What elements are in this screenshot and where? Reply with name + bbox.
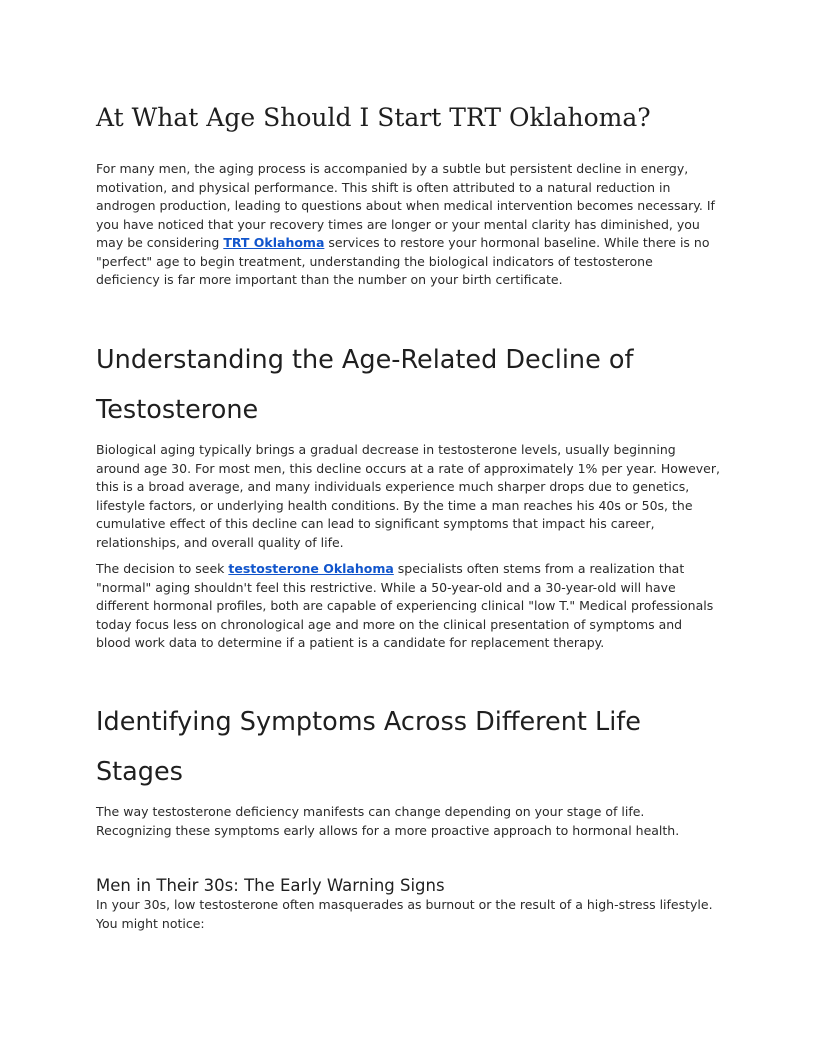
age-decline-paragraph-1: Biological aging typically brings a gradual decrease in testosterone levels, usually beginning around age 30. For most men, this decline occurs at a rate of approximately 1% per year. However, this is a broad average, and many individuals experience much sharper drops due to genetics, lifestyle factors, or underlying health conditions. By the time a man reaches his 40s or 50s, the cumulative effect of this decline can lead to significant symptoms that impact his career, relationships, and overall quality of life.: [96, 442, 720, 550]
intro-paragraph: [96, 160, 720, 290]
section-heading-symptoms: Identifying Symptoms Across Different Life Stages: [96, 707, 641, 787]
age-decline-paragraph-2: [96, 560, 720, 653]
trt-oklahoma-link[interactable]: TRT Oklahoma: [223, 235, 325, 250]
intro-text-before-link: For many men, the aging process is accompanied by a subtle but persistent decline in energy, motivation, and physical performance. This shift is often attributed to a natural reduction in androgen production, leading to questions about when medical intervention becomes necessary. If you have noticed that your recovery times are longer or your mental clarity has diminished, you may be considering: [96, 161, 715, 250]
para2-text-after-link: specialists often stems from a realization that "normal" aging shouldn't feel this restrictive. While a 50-year-old and a 30-year-old will have different hormonal profiles, both are capable of experiencing clinical "low T." Medical professionals today focus less on chronological age and more on the clinical presentation of symptoms and blood work data to determine if a patient is a candidate for replacement therapy.: [96, 561, 714, 650]
section-heading-age-decline: Understanding the Age-Related Decline of Testosterone: [96, 345, 634, 425]
30s-paragraph-1: In your 30s, low testosterone often masquerades as burnout or the result of a high-stress lifestyle. You might notice:: [96, 897, 713, 931]
subsection-heading-30s: Men in Their 30s: The Early Warning Signs: [96, 876, 445, 895]
symptoms-paragraph-1: The way testosterone deficiency manifests can change depending on your stage of life. Recognizing these symptoms early allows for a more proactive approach to hormonal health.: [96, 804, 680, 838]
testosterone-oklahoma-link[interactable]: testosterone Oklahoma: [228, 561, 394, 576]
para2-text-before-link: The decision to seek: [96, 561, 229, 576]
intro-text-after-link: services to restore your hormonal baseline. While there is no "perfect" age to begin treatment, understanding the biological indicators of testosterone deficiency is far more important than the number on your birth certificate.: [96, 235, 710, 287]
page-title: At What Age Should I Start TRT Oklahoma?: [96, 103, 651, 132]
